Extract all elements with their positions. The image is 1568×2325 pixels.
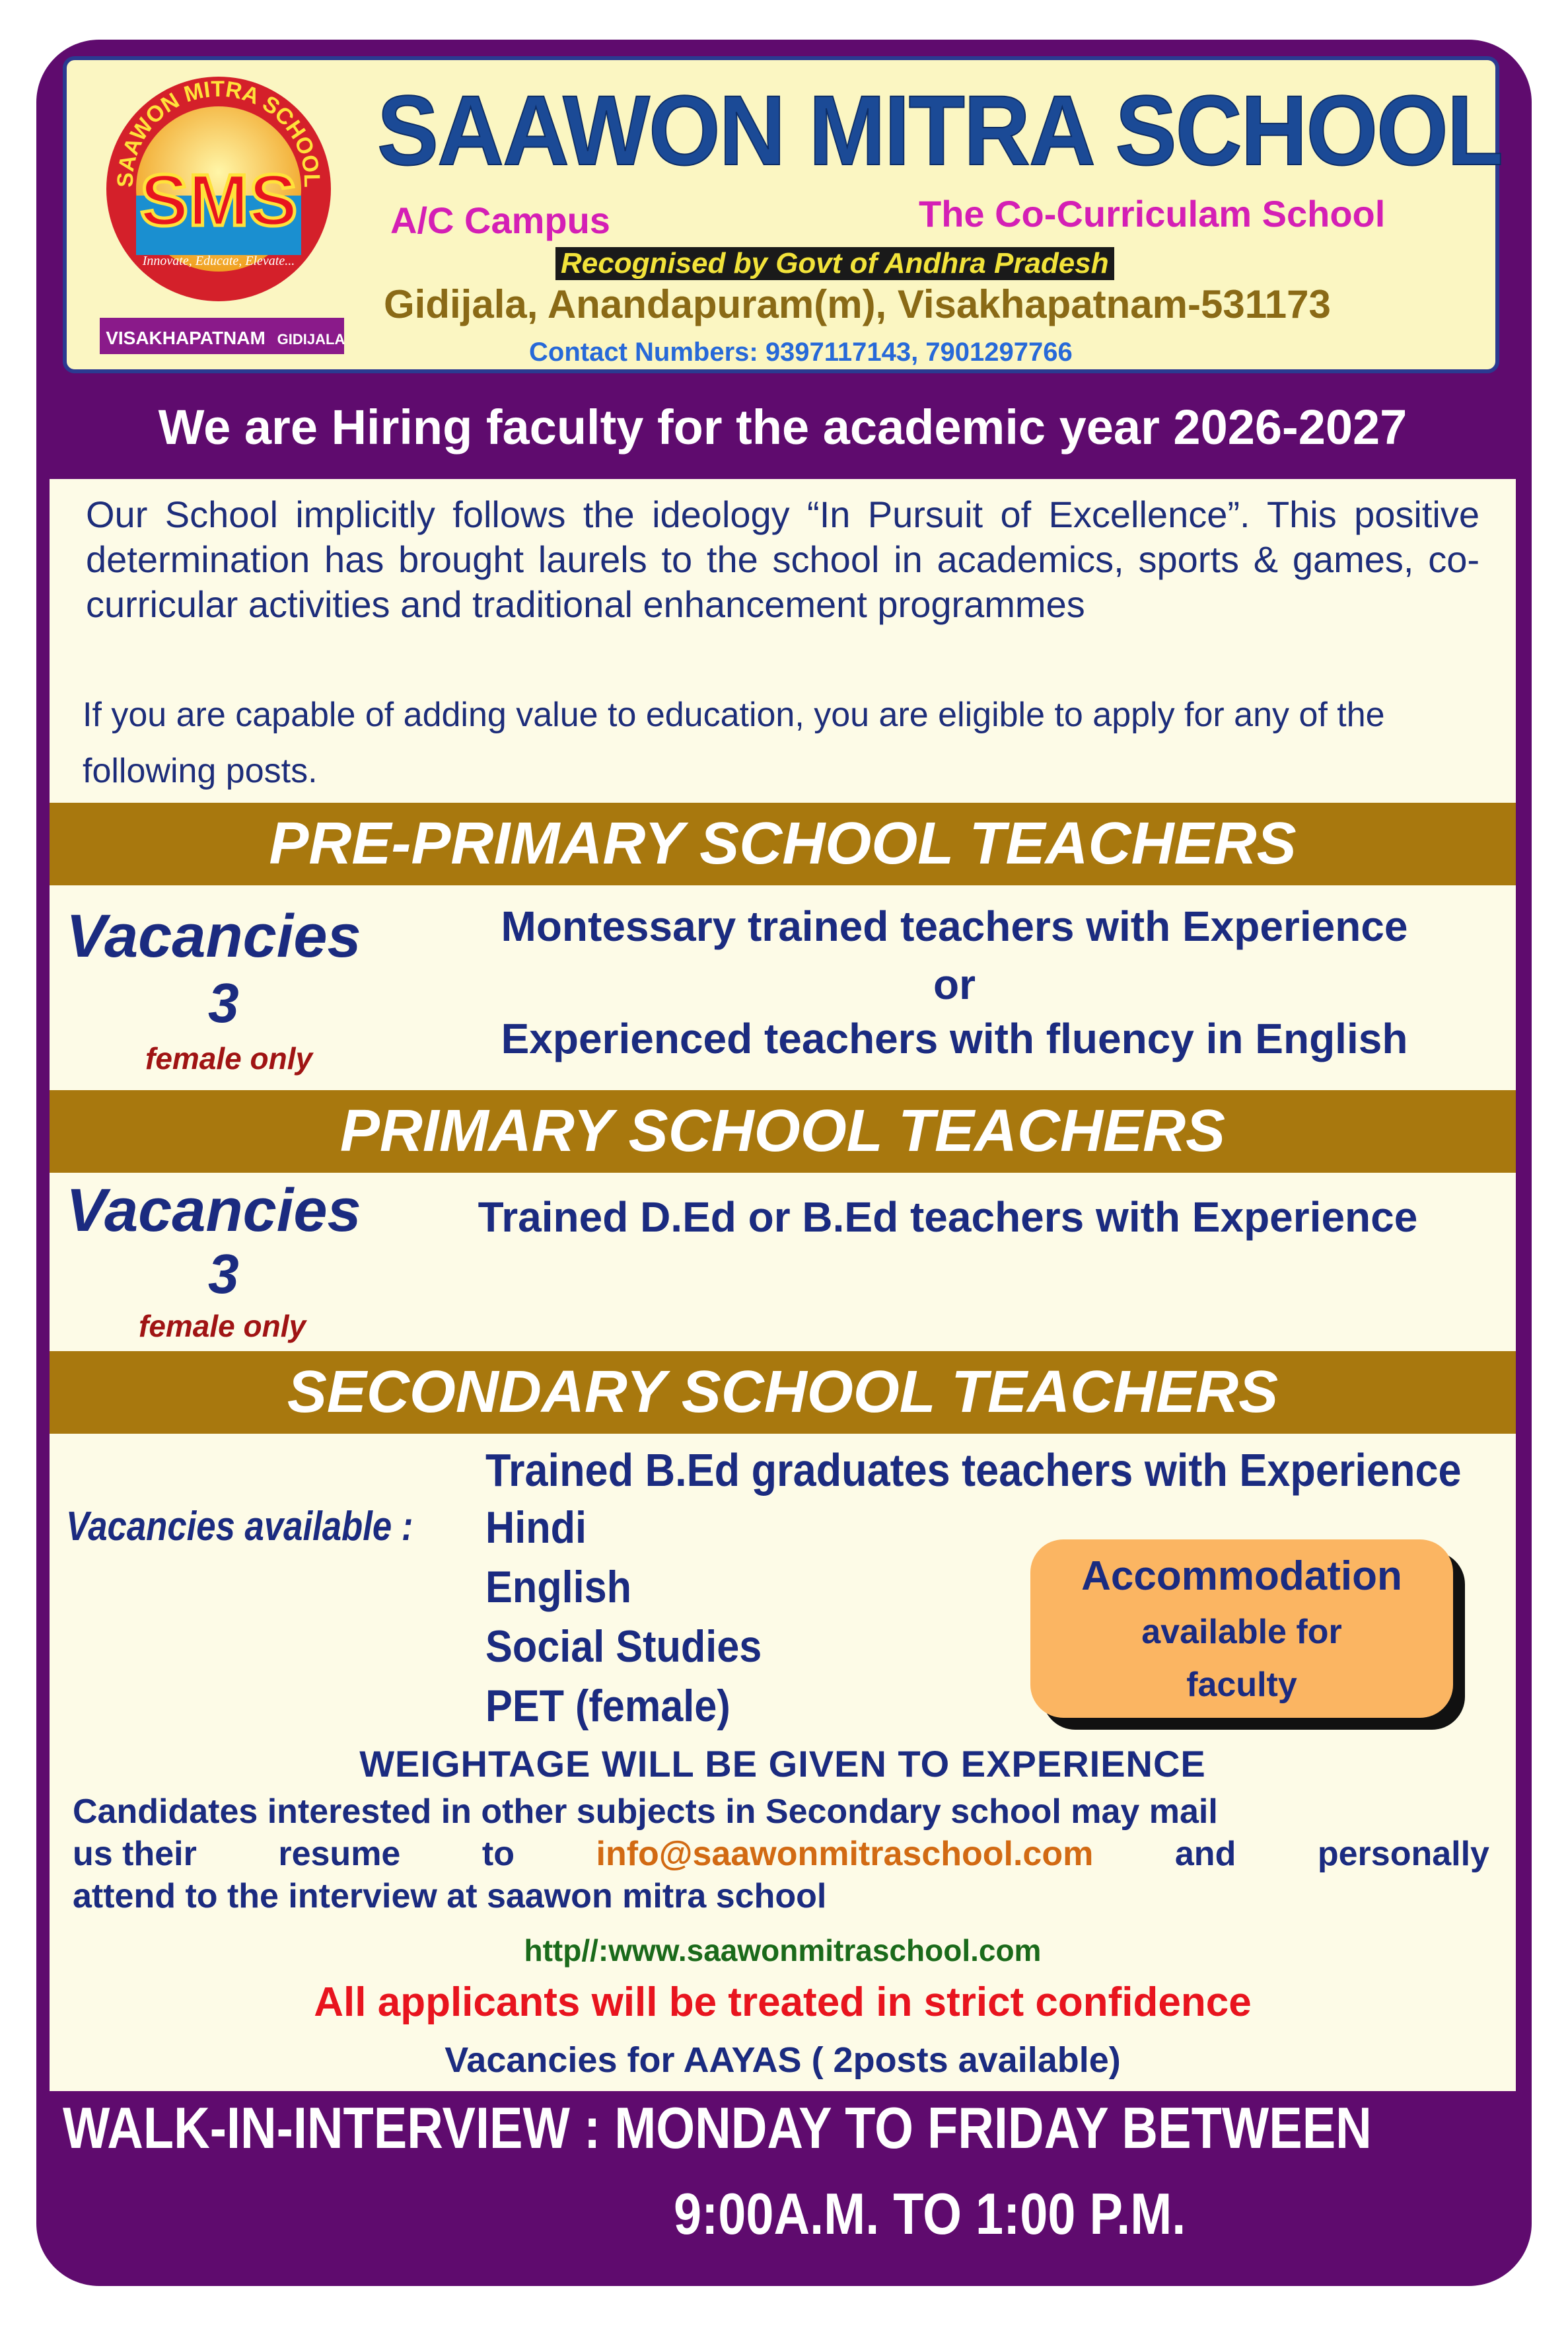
pre-primary-req-1: Montessary trained teachers with Experience	[501, 903, 1408, 950]
candidates-word: resume	[278, 1835, 401, 1873]
primary-vacancies-label: Vacancies	[66, 1177, 361, 1244]
primary-vacancies-count: 3	[208, 1243, 239, 1305]
pre-primary-vacancies-label: Vacancies	[66, 903, 361, 970]
school-address: Gidijala, Anandapuram(m), Visakhapatnam-531173	[384, 282, 1331, 326]
pre-primary-note: female only	[145, 1041, 313, 1076]
pre-primary-header	[50, 803, 1516, 885]
subject-item: English	[485, 1562, 632, 1612]
recognition-label: Recognised by Govt of Andhra Pradesh	[555, 247, 1114, 280]
hiring-banner-text: We are Hiring faculty for the academic year 2026-2027	[158, 400, 1408, 455]
secondary-title: SECONDARY SCHOOL TEACHERS	[287, 1359, 1279, 1425]
candidates-line3: attend to the interview at saawon mitra school	[73, 1877, 827, 1915]
confidentiality-notice: All applicants will be treated in strict confidence	[314, 1979, 1252, 2025]
pre-primary-title: PRE-PRIMARY SCHOOL TEACHERS	[269, 811, 1297, 877]
aayas-vacancies: Vacancies for AAYAS ( 2posts available)	[445, 2040, 1121, 2080]
weightage-notice: WEIGHTAGE WILL BE GIVEN TO EXPERIENCE	[359, 1743, 1206, 1785]
website-link[interactable]: http//:www.saawonmitraschool.com	[524, 1933, 1042, 1968]
primary-note: female only	[139, 1309, 306, 1343]
candidates-line1: Candidates interested in other subjects in Secondary school may mail	[73, 1792, 1218, 1831]
secondary-vacancies-label: Vacancies available :	[66, 1504, 413, 1549]
candidates-line2	[73, 1833, 1489, 1875]
logo-motto: Innovate, Educate, Elevate...	[142, 254, 295, 268]
accommodation-title: Accommodation	[1081, 1553, 1402, 1599]
logo-initials: SMS	[139, 160, 298, 241]
contact-numbers: Contact Numbers: 9397117143, 7901297766	[529, 338, 1073, 367]
primary-title: PRIMARY SCHOOL TEACHERS	[339, 1098, 1226, 1164]
subject-item: Hindi	[485, 1502, 587, 1553]
email-link[interactable]: info@saawonmitraschool.com	[596, 1835, 1094, 1873]
logo-ring-text: SAAWON MITRA SCHOOL	[112, 76, 325, 188]
logo-town: GIDIJALA	[277, 331, 345, 348]
secondary-requirement: Trained B.Ed graduates teachers with Experience	[485, 1444, 1462, 1496]
walk-in-line1: WALK-IN-INTERVIEW : MONDAY TO FRIDAY BETWEEN	[63, 2095, 1372, 2160]
school-name: SAAWON MITRA SCHOOL	[377, 75, 1503, 186]
school-logo	[87, 67, 351, 364]
content-panel	[50, 479, 1516, 2091]
accommodation-line3: faculty	[1186, 1666, 1297, 1704]
secondary-header	[50, 1351, 1516, 1434]
school-tagline: The Co-Curriculam School	[919, 193, 1386, 235]
header	[63, 56, 1503, 373]
hiring-banner	[50, 391, 1516, 464]
candidates-word: us their	[73, 1835, 197, 1873]
accommodation-line2: available for	[1141, 1613, 1342, 1651]
primary-header	[50, 1090, 1516, 1173]
primary-req-1: Trained D.Ed or B.Ed teachers with Experience	[478, 1193, 1418, 1241]
eligibility-text: If you are capable of adding value to education, you are eligible to apply for any of the following posts.	[83, 696, 1385, 790]
walk-in-time: 9:00A.M. TO 1:00 P.M.	[674, 2181, 1186, 2246]
accommodation-badge	[1030, 1539, 1453, 1718]
candidates-word: to	[481, 1835, 515, 1873]
subject-item: PET (female)	[485, 1681, 731, 1731]
candidates-notice	[73, 1790, 1489, 1917]
logo-city: VISAKHAPATNAM	[106, 328, 266, 348]
intro-paragraph: Our School implicitly follows the ideology “In Pursuit of Excellence”. This positive determination has brought laurels to the school in academics, sports & games, co-curricular activities and traditional enhancement programmes	[86, 494, 1479, 625]
candidates-word: personally	[1317, 1835, 1489, 1873]
pre-primary-vacancies-count: 3	[208, 972, 239, 1034]
pre-primary-req-or: or	[933, 961, 976, 1008]
pre-primary-req-2: Experienced teachers with fluency in English	[501, 1015, 1408, 1062]
subject-item: Social Studies	[485, 1621, 762, 1672]
campus-label: A/C Campus	[390, 200, 610, 241]
candidates-word: and	[1174, 1835, 1236, 1873]
